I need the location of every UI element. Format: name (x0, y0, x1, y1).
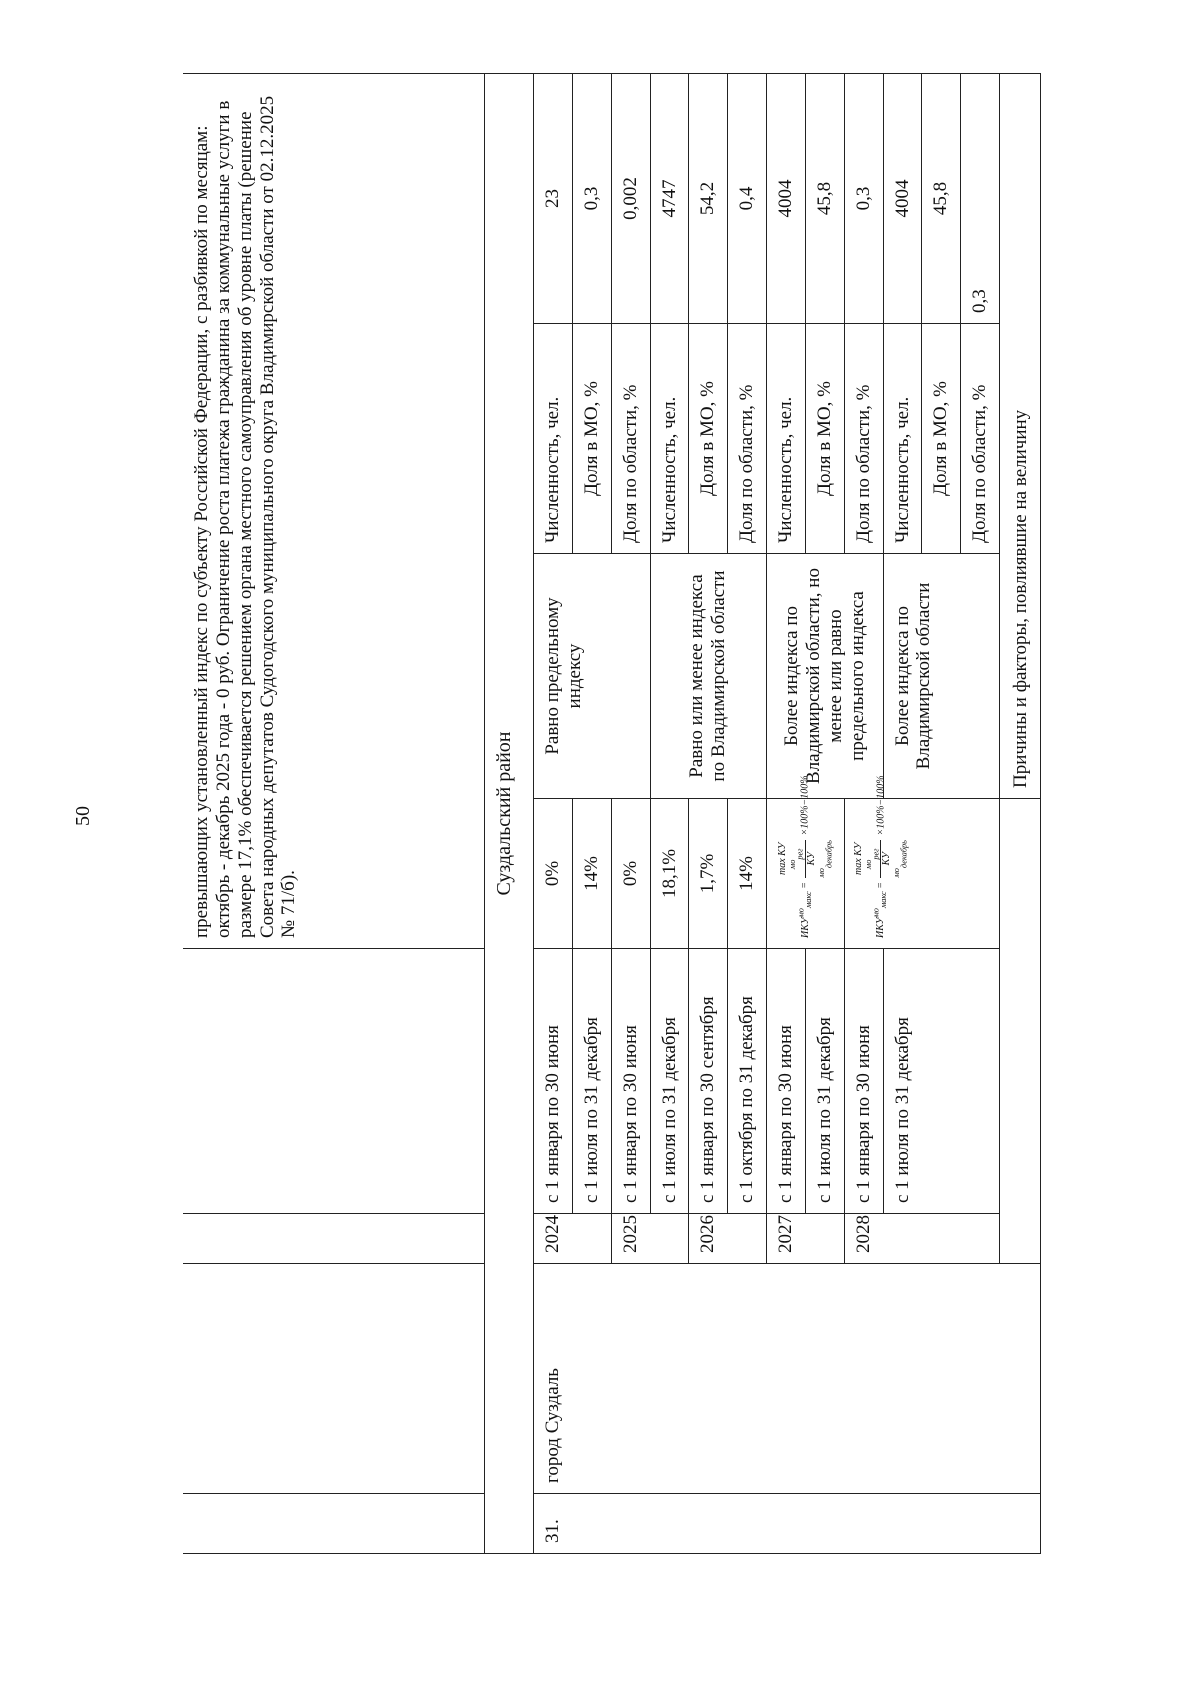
category-cell: Более индекса по Владимирской области (883, 554, 1000, 799)
category-cell: Более индекса по Владимирской области, но менее или равно предельного индекса (767, 554, 884, 799)
value-cell: 0,3 (572, 73, 611, 323)
year-cell: 2028 (844, 1214, 999, 1264)
index-cell: 1,7% (689, 799, 728, 949)
period-cell: с 1 января по 30 июня (844, 949, 883, 1214)
value-cell: 4004 (767, 73, 806, 323)
period-cell: с 1 июля по 31 декабря (572, 949, 611, 1214)
index-cell: 18,1% (650, 799, 689, 949)
period-cell: с 1 июля по 31 декабря (883, 949, 1000, 1214)
metric-cell: Доля по области, % (844, 324, 883, 554)
value-cell: 54,2 (689, 73, 728, 323)
rotated-table-container (183, 74, 1133, 1554)
page-number: 50 (72, 806, 94, 826)
year-cell: 2027 (767, 1214, 845, 1264)
note-text: превышающих установленный индекс по субъекту Российской Федерации, с разбивкой по месяцам: октябрь - декабрь 2025 года - 0 руб. Ограничение роста платежа гражданина за коммунальные услуги в размере 17,1% обеспечивается решением органа местного самоуправления об уровне платы (решение Совета народных депутатов Судогодского муниципального округа Владимирской области от 02.12.2025 № 71/б). (191, 95, 300, 938)
year-cell: 2026 (689, 1214, 767, 1264)
formula-lhs: $ИКУ^{мо}_{макс}$ (871, 891, 889, 938)
tariff-table (183, 73, 1041, 1554)
index-cell: 0% (611, 799, 650, 949)
metric-cell: Численность, чел. (883, 324, 922, 554)
section-title: Суздальский район (485, 73, 534, 1553)
note-cell (183, 73, 485, 948)
table-row (534, 73, 573, 1553)
category-cell: Равно предельному индексу (534, 554, 651, 799)
value-cell: 4747 (650, 73, 689, 323)
index-cell: 14% (728, 799, 767, 949)
period-cell: с 1 января по 30 июня (611, 949, 650, 1214)
reasons-row (1000, 73, 1041, 1553)
formula-cell: $ИКУ^{мо}_{макс}$ = max КУ $^{мо}_{рег}$ КУ $^{мо}_{декабрь}$ ×100%−100% (844, 799, 999, 949)
formula-cell: $ИКУ^{мо}_{макс}$ = max КУ $^{мо}_{рег}$ КУ $^{мо}_{декабрь}$ ×100%−100% (767, 799, 845, 949)
value-cell: 45,8 (805, 73, 844, 323)
row-number: 31. (534, 1494, 1000, 1554)
formula-lhs: $ИКУ^{мо}_{макс}$ (796, 891, 813, 938)
period-cell: с 1 января по 30 июня (767, 949, 806, 1214)
value-cell: 0,002 (611, 73, 650, 323)
municipality-name: город Суздаль (534, 1264, 1000, 1494)
category-cell: Равно или менее индекса по Владимирской области (650, 554, 767, 799)
period-cell: с 1 июля по 31 декабря (650, 949, 689, 1214)
year-cell: 2024 (534, 1214, 612, 1264)
metric-cell: Доля в МО, % (689, 324, 728, 554)
year-cell: 2025 (611, 1214, 689, 1264)
metric-cell: Доля в МО, % (805, 324, 844, 554)
metric-cell: Доля в МО, % (922, 324, 961, 554)
value-cell: 4004 (883, 73, 922, 323)
metric-cell: Численность, чел. (534, 324, 573, 554)
index-cell: 0% (534, 799, 573, 949)
value-cell: 23 (534, 73, 573, 323)
reasons-text: Причины и факторы, повлиявшие на величину (1000, 73, 1041, 798)
section-row (485, 73, 534, 1553)
period-cell: с 1 января по 30 июня (534, 949, 573, 1214)
index-cell: 14% (572, 799, 611, 949)
formula-fraction: max КУ $^{мо}_{рег}$ КУ $^{мо}_{декабрь}$ (852, 840, 909, 878)
metric-cell: Численность, чел. (767, 324, 806, 554)
metric-cell: Доля по области, % (728, 324, 767, 554)
metric-cell: Доля по области, % (611, 324, 650, 554)
formula-tail: ×100%−100% (875, 775, 887, 836)
metric-cell: Доля в МО, % (572, 324, 611, 554)
formula-fraction: max КУ $^{мо}_{рег}$ КУ $^{мо}_{декабрь}$ (777, 840, 834, 878)
period-cell: с 1 июля по 31 декабря (805, 949, 844, 1214)
value-cell: 45,8 (922, 73, 961, 323)
value-cell: 0,4 (728, 73, 767, 323)
period-cell: с 1 октября по 31 декабря (728, 949, 767, 1214)
formula-tail: ×100%−100% (799, 775, 811, 836)
metric-cell: Численность, чел. (650, 324, 689, 554)
note-row (183, 73, 485, 1553)
period-cell: с 1 января по 30 сентября (689, 949, 728, 1214)
metric-cell: Доля по области, % (961, 324, 1000, 554)
value-cell: 0,3 (844, 73, 883, 323)
value-cell: 0,3 (961, 73, 1000, 323)
